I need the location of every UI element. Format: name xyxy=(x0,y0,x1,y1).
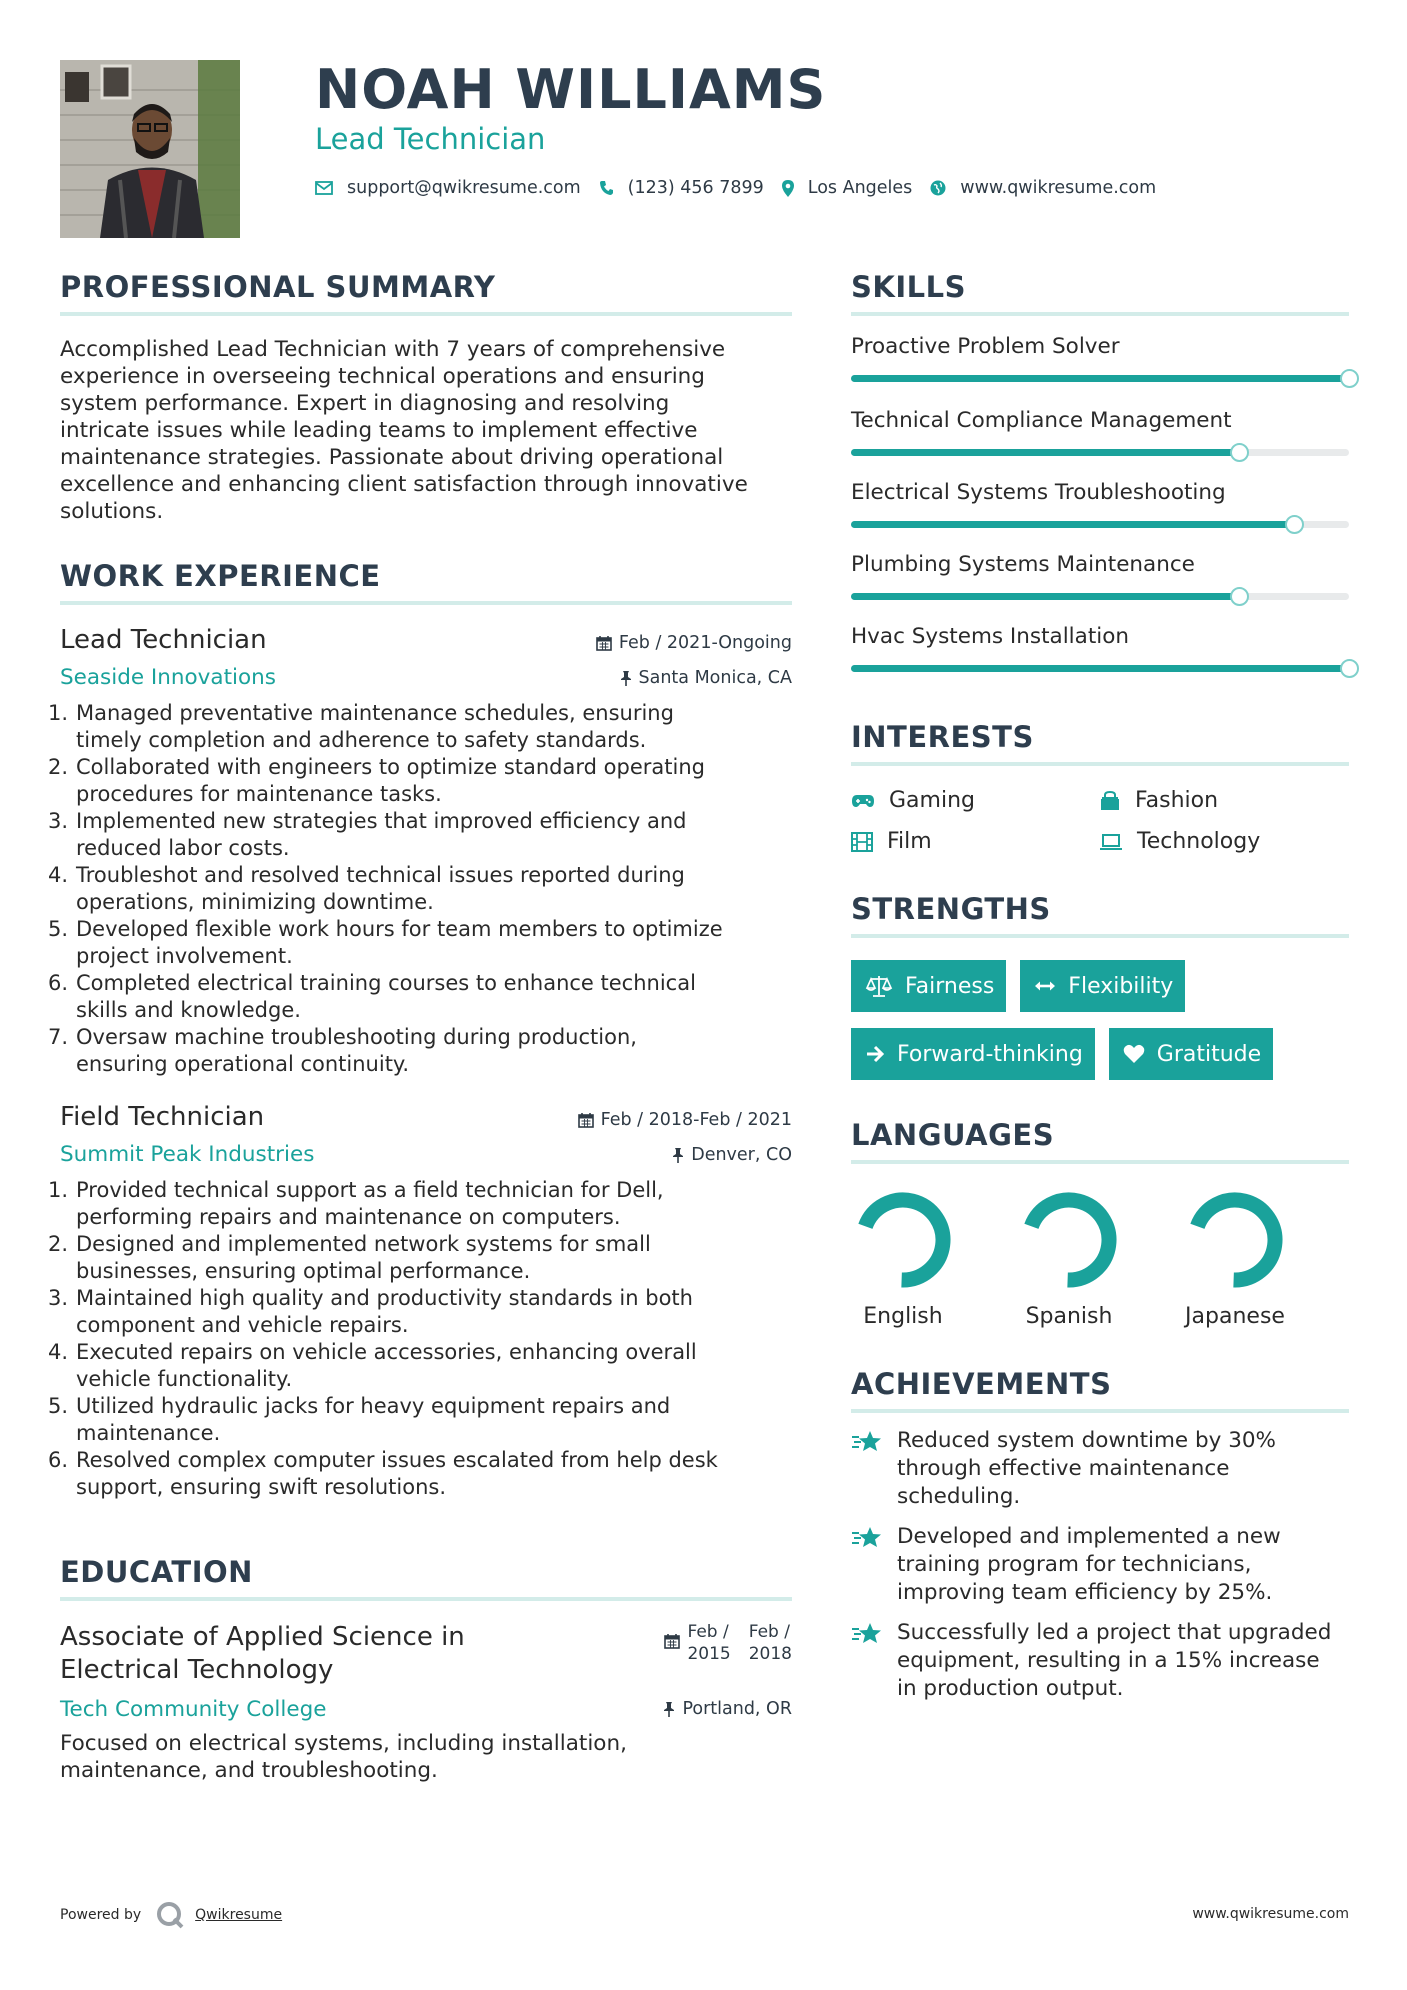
language-label: Japanese xyxy=(1185,1304,1285,1329)
experience-heading: WORK EXPERIENCE xyxy=(60,559,792,605)
achievement-text xyxy=(897,1523,1281,1607)
bullet-line: support, ensuring swift resolutions. xyxy=(76,1475,446,1499)
interests-heading: INTERESTS xyxy=(851,720,1349,766)
arrow-right-icon xyxy=(865,1045,885,1063)
education-end xyxy=(749,1621,792,1665)
website-text: www.qwikresume.com xyxy=(960,178,1157,198)
skill-knob xyxy=(1230,587,1249,606)
job-dates-text: Feb / 2021-Ongoing xyxy=(618,633,792,653)
phone-icon xyxy=(599,180,614,196)
education-start-month: Feb / xyxy=(687,1622,729,1642)
achievement-line: equipment, resulting in a 15% increase xyxy=(897,1648,1320,1673)
interest-label: Film xyxy=(887,829,932,854)
achievements-heading: ACHIEVEMENTS xyxy=(851,1367,1349,1413)
map-pin-icon xyxy=(782,180,794,197)
calendar-icon xyxy=(664,1633,680,1649)
skill-name: Electrical Systems Troubleshooting xyxy=(851,480,1226,505)
star-award-icon xyxy=(851,1621,883,1647)
skill-bar xyxy=(851,375,1349,382)
degree-line: Associate of Applied Science in xyxy=(60,1622,465,1652)
bullet-line: procedures for maintenance tasks. xyxy=(76,782,442,806)
pushpin-icon xyxy=(672,1147,684,1163)
education-start xyxy=(687,1621,730,1665)
skill-name: Technical Compliance Management xyxy=(851,408,1232,433)
laptop-icon xyxy=(1099,833,1123,851)
film-icon xyxy=(851,832,873,852)
bullet-line: reduced labor costs. xyxy=(76,836,290,860)
degree-line: Electrical Technology xyxy=(60,1655,334,1685)
achievement-item xyxy=(851,1427,1349,1511)
bullet-item: 7. Oversaw machine troubleshooting during production, ensuring operational continuity. xyxy=(48,1025,637,1076)
bullet-line: Executed repairs on vehicle accessories, enhancing overall xyxy=(76,1340,697,1364)
summary-line: solutions. xyxy=(60,499,164,524)
skill-item xyxy=(851,334,1349,382)
skill-bar xyxy=(851,593,1349,600)
summary-heading: PROFESSIONAL SUMMARY xyxy=(60,270,792,316)
bullet-line: Designed and implemented network systems for small xyxy=(76,1232,651,1256)
skills-list xyxy=(851,334,1349,672)
skill-item xyxy=(851,408,1349,456)
job-bullets xyxy=(48,1177,792,1501)
language-gauge xyxy=(851,1188,955,1292)
education-desc-line: Focused on electrical systems, including installation, xyxy=(60,1731,627,1756)
language-item xyxy=(1017,1188,1183,1329)
interest-item xyxy=(851,788,1099,813)
bullet-line: operations, minimizing downtime. xyxy=(76,890,434,914)
brand-link[interactable]: Qwikresume xyxy=(195,1907,283,1923)
bullet-line: Managed preventative maintenance schedules, ensuring xyxy=(76,701,674,725)
pushpin-icon xyxy=(663,1701,675,1717)
star-award-icon xyxy=(851,1429,883,1455)
bullet-line: maintenance. xyxy=(76,1421,221,1445)
bullet-item: 3. Implemented new strategies that improved efficiency and reduced labor costs. xyxy=(48,809,687,860)
bullet-item: 6. Completed electrical training courses to enhance technical skills and knowledge. xyxy=(48,971,696,1022)
achievement-item xyxy=(851,1619,1349,1703)
bullet-line: component and vehicle repairs. xyxy=(76,1313,409,1337)
education-entry xyxy=(60,1621,792,1784)
calendar-icon xyxy=(596,635,612,651)
achievement-line: scheduling. xyxy=(897,1484,1021,1509)
education-desc-line: maintenance, and troubleshooting. xyxy=(60,1758,438,1783)
skill-item xyxy=(851,480,1349,528)
interest-label: Gaming xyxy=(889,788,975,813)
achievements-list xyxy=(851,1427,1349,1703)
bullet-line: Utilized hydraulic jacks for heavy equipment repairs and xyxy=(76,1394,671,1418)
achievement-line: through effective maintenance xyxy=(897,1456,1230,1481)
education-description xyxy=(60,1730,792,1784)
footer-url[interactable]: www.qwikresume.com xyxy=(1192,1906,1349,1922)
envelope-icon xyxy=(315,181,333,195)
contact-location xyxy=(782,178,913,198)
qwikresume-logo-icon xyxy=(155,1900,185,1930)
education-location-text: Portland, OR xyxy=(682,1699,792,1719)
interests-grid xyxy=(851,788,1349,854)
bullet-item: 2. Designed and implemented network systems for small businesses, ensuring optimal performance. xyxy=(48,1232,651,1283)
bullet-line: Implemented new strategies that improved efficiency and xyxy=(76,809,687,833)
skill-bar xyxy=(851,521,1349,528)
strength-badge xyxy=(1109,1028,1273,1080)
interest-label: Technology xyxy=(1137,829,1261,854)
achievement-line: Developed and implemented a new xyxy=(897,1524,1281,1549)
phone-text: (123) 456 7899 xyxy=(627,178,764,198)
contact-website[interactable] xyxy=(930,178,1156,198)
language-gauge xyxy=(1183,1188,1287,1292)
bullet-line: Collaborated with engineers to optimize standard operating xyxy=(76,755,705,779)
skill-name: Hvac Systems Installation xyxy=(851,624,1130,649)
bullet-item: 4. Executed repairs on vehicle accessories, enhancing overall vehicle functionality. xyxy=(48,1340,697,1391)
job-location-text: Santa Monica, CA xyxy=(638,668,792,688)
summary-text xyxy=(60,336,792,525)
company-name: Seaside Innovations xyxy=(60,665,276,690)
skill-bar xyxy=(851,449,1349,456)
education-start-year: 2015 xyxy=(687,1644,731,1664)
strength-badge xyxy=(851,1028,1095,1080)
bullet-line: ensuring operational continuity. xyxy=(76,1052,410,1076)
bullet-item: 1. Provided technical support as a field technician for Dell, performing repairs and maintenance on computers. xyxy=(48,1178,664,1229)
achievement-line: in production output. xyxy=(897,1676,1124,1701)
star-award-icon xyxy=(851,1525,883,1551)
school-name: Tech Community College xyxy=(60,1697,327,1722)
bullet-line: Developed flexible work hours for team members to optimize xyxy=(76,917,723,941)
arrows-horizontal-icon xyxy=(1034,980,1056,992)
job-location xyxy=(620,668,793,688)
strength-label: Fairness xyxy=(905,973,995,999)
bullet-item: 1. Managed preventative maintenance schedules, ensuring timely completion and adherence to safety standards. xyxy=(48,701,674,752)
skill-item xyxy=(851,552,1349,600)
right-column xyxy=(851,270,1349,1703)
bullet-line: businesses, ensuring optimal performance. xyxy=(76,1259,531,1283)
candidate-name: NOAH WILLIAMS xyxy=(315,58,827,121)
globe-icon xyxy=(930,180,946,196)
summary-line: maintenance strategies. Passionate about driving operational xyxy=(60,445,724,470)
interest-item xyxy=(1099,788,1347,813)
summary-line: intricate issues while leading teams to implement effective xyxy=(60,418,698,443)
contact-email[interactable] xyxy=(315,178,581,198)
bullet-item: 4. Troubleshot and resolved technical issues reported during operations, minimizing downtime. xyxy=(48,863,685,914)
languages-heading: LANGUAGES xyxy=(851,1118,1349,1164)
left-column xyxy=(48,270,792,1784)
job-bullets xyxy=(48,700,792,1078)
languages-list xyxy=(851,1188,1349,1329)
language-item xyxy=(1183,1188,1349,1329)
skill-item xyxy=(851,624,1349,672)
bullet-line: vehicle functionality. xyxy=(76,1367,293,1391)
summary-line: excellence and enhancing client satisfaction through innovative xyxy=(60,472,748,497)
strength-badge xyxy=(851,960,1006,1012)
skill-knob xyxy=(1285,515,1304,534)
job-dates-text: Feb / 2018-Feb / 2021 xyxy=(600,1110,792,1130)
bullet-line: Troubleshot and resolved technical issues reported during xyxy=(76,863,685,887)
summary-line: system performance. Expert in diagnosing and resolving xyxy=(60,391,670,416)
skills-heading: SKILLS xyxy=(851,270,1349,316)
language-label: English xyxy=(863,1304,943,1329)
job-dates xyxy=(578,1110,792,1130)
profile-photo xyxy=(60,60,240,238)
job-dates xyxy=(596,633,792,653)
calendar-icon xyxy=(578,1112,594,1128)
education-heading: EDUCATION xyxy=(60,1555,792,1601)
summary-line: experience in overseeing technical operations and ensuring xyxy=(60,364,705,389)
skill-name: Plumbing Systems Maintenance xyxy=(851,552,1195,577)
education-end-year: 2018 xyxy=(748,1644,792,1664)
skill-knob xyxy=(1230,443,1249,462)
skill-fill xyxy=(851,665,1349,672)
bullet-line: skills and knowledge. xyxy=(76,998,301,1022)
bullet-line: Provided technical support as a field technician for Dell, xyxy=(76,1178,664,1202)
interest-label: Fashion xyxy=(1135,788,1219,813)
company-name: Summit Peak Industries xyxy=(60,1142,315,1167)
strength-label: Forward-thinking xyxy=(897,1041,1083,1067)
location-text: Los Angeles xyxy=(807,178,913,198)
job-entry xyxy=(48,1102,792,1501)
strength-badge xyxy=(1020,960,1185,1012)
strength-label: Gratitude xyxy=(1156,1041,1262,1067)
language-gauge xyxy=(1017,1188,1121,1292)
skill-fill xyxy=(851,521,1294,528)
summary-line: Accomplished Lead Technician with 7 years of comprehensive xyxy=(60,337,726,362)
bullet-item: 3. Maintained high quality and productivity standards in both component and vehicle repairs. xyxy=(48,1286,693,1337)
bullet-line: project involvement. xyxy=(76,944,293,968)
job-location-text: Denver, CO xyxy=(691,1145,792,1165)
skill-bar xyxy=(851,665,1349,672)
achievement-line: improving team efficiency by 25%. xyxy=(897,1580,1273,1605)
bullet-item: 2. Collaborated with engineers to optimize standard operating procedures for maintenance tasks. xyxy=(48,755,705,806)
skill-fill xyxy=(851,449,1239,456)
achievement-item xyxy=(851,1523,1349,1607)
interest-item xyxy=(1099,829,1347,854)
interest-item xyxy=(851,829,1099,854)
bullet-item: 6. Resolved complex computer issues escalated from help desk support, ensuring swift resolutions. xyxy=(48,1448,718,1499)
language-gauge-arc xyxy=(1031,1200,1109,1280)
job-title: Lead Technician xyxy=(60,625,267,655)
job-title: Field Technician xyxy=(60,1102,265,1132)
bullet-item: 5. Developed flexible work hours for team members to optimize project involvement. xyxy=(48,917,723,968)
achievement-line: training program for technicians, xyxy=(897,1552,1252,1577)
shopping-bag-icon xyxy=(1099,791,1121,811)
job-location xyxy=(672,1145,792,1165)
education-dates xyxy=(664,1621,792,1665)
bullet-item: 5. Utilized hydraulic jacks for heavy equipment repairs and maintenance. xyxy=(48,1394,671,1445)
skill-knob xyxy=(1340,369,1359,388)
language-gauge-arc xyxy=(1197,1200,1275,1280)
language-item xyxy=(851,1188,1017,1329)
achievement-text xyxy=(897,1619,1331,1703)
achievement-line: Reduced system downtime by 30% xyxy=(897,1428,1276,1453)
pushpin-icon xyxy=(620,670,632,686)
footer-powered-by xyxy=(60,1900,282,1930)
bullet-line: Completed electrical training courses to enhance technical xyxy=(76,971,696,995)
language-gauge-arc xyxy=(865,1200,943,1280)
language-label: Spanish xyxy=(1025,1304,1113,1329)
skill-fill xyxy=(851,593,1239,600)
skill-name: Proactive Problem Solver xyxy=(851,334,1120,359)
bullet-line: Oversaw machine troubleshooting during production, xyxy=(76,1025,637,1049)
bullet-line: Maintained high quality and productivity standards in both xyxy=(76,1286,693,1310)
heart-icon xyxy=(1123,1044,1145,1064)
bullet-line: timely completion and adherence to safety standards. xyxy=(76,728,647,752)
strengths-heading: STRENGTHS xyxy=(851,892,1349,938)
powered-by-text: Powered by xyxy=(60,1907,142,1923)
education-end-month: Feb / xyxy=(748,1622,790,1642)
education-location xyxy=(663,1699,792,1719)
bullet-line: performing repairs and maintenance on computers. xyxy=(76,1205,621,1229)
email-text: support@qwikresume.com xyxy=(347,178,581,198)
skill-knob xyxy=(1340,659,1359,678)
achievement-line: Successfully led a project that upgraded xyxy=(897,1620,1332,1645)
gamepad-icon xyxy=(851,793,875,809)
contact-phone[interactable] xyxy=(599,178,764,198)
strengths-list xyxy=(851,960,1351,1080)
strength-label: Flexibility xyxy=(1068,973,1174,999)
bullet-line: Resolved complex computer issues escalated from help desk xyxy=(76,1448,718,1472)
skill-fill xyxy=(851,375,1349,382)
contact-bar xyxy=(315,178,1174,198)
achievement-text xyxy=(897,1427,1276,1511)
candidate-role: Lead Technician xyxy=(315,122,546,156)
balance-scale-icon xyxy=(865,975,893,997)
job-entry xyxy=(48,625,792,1078)
